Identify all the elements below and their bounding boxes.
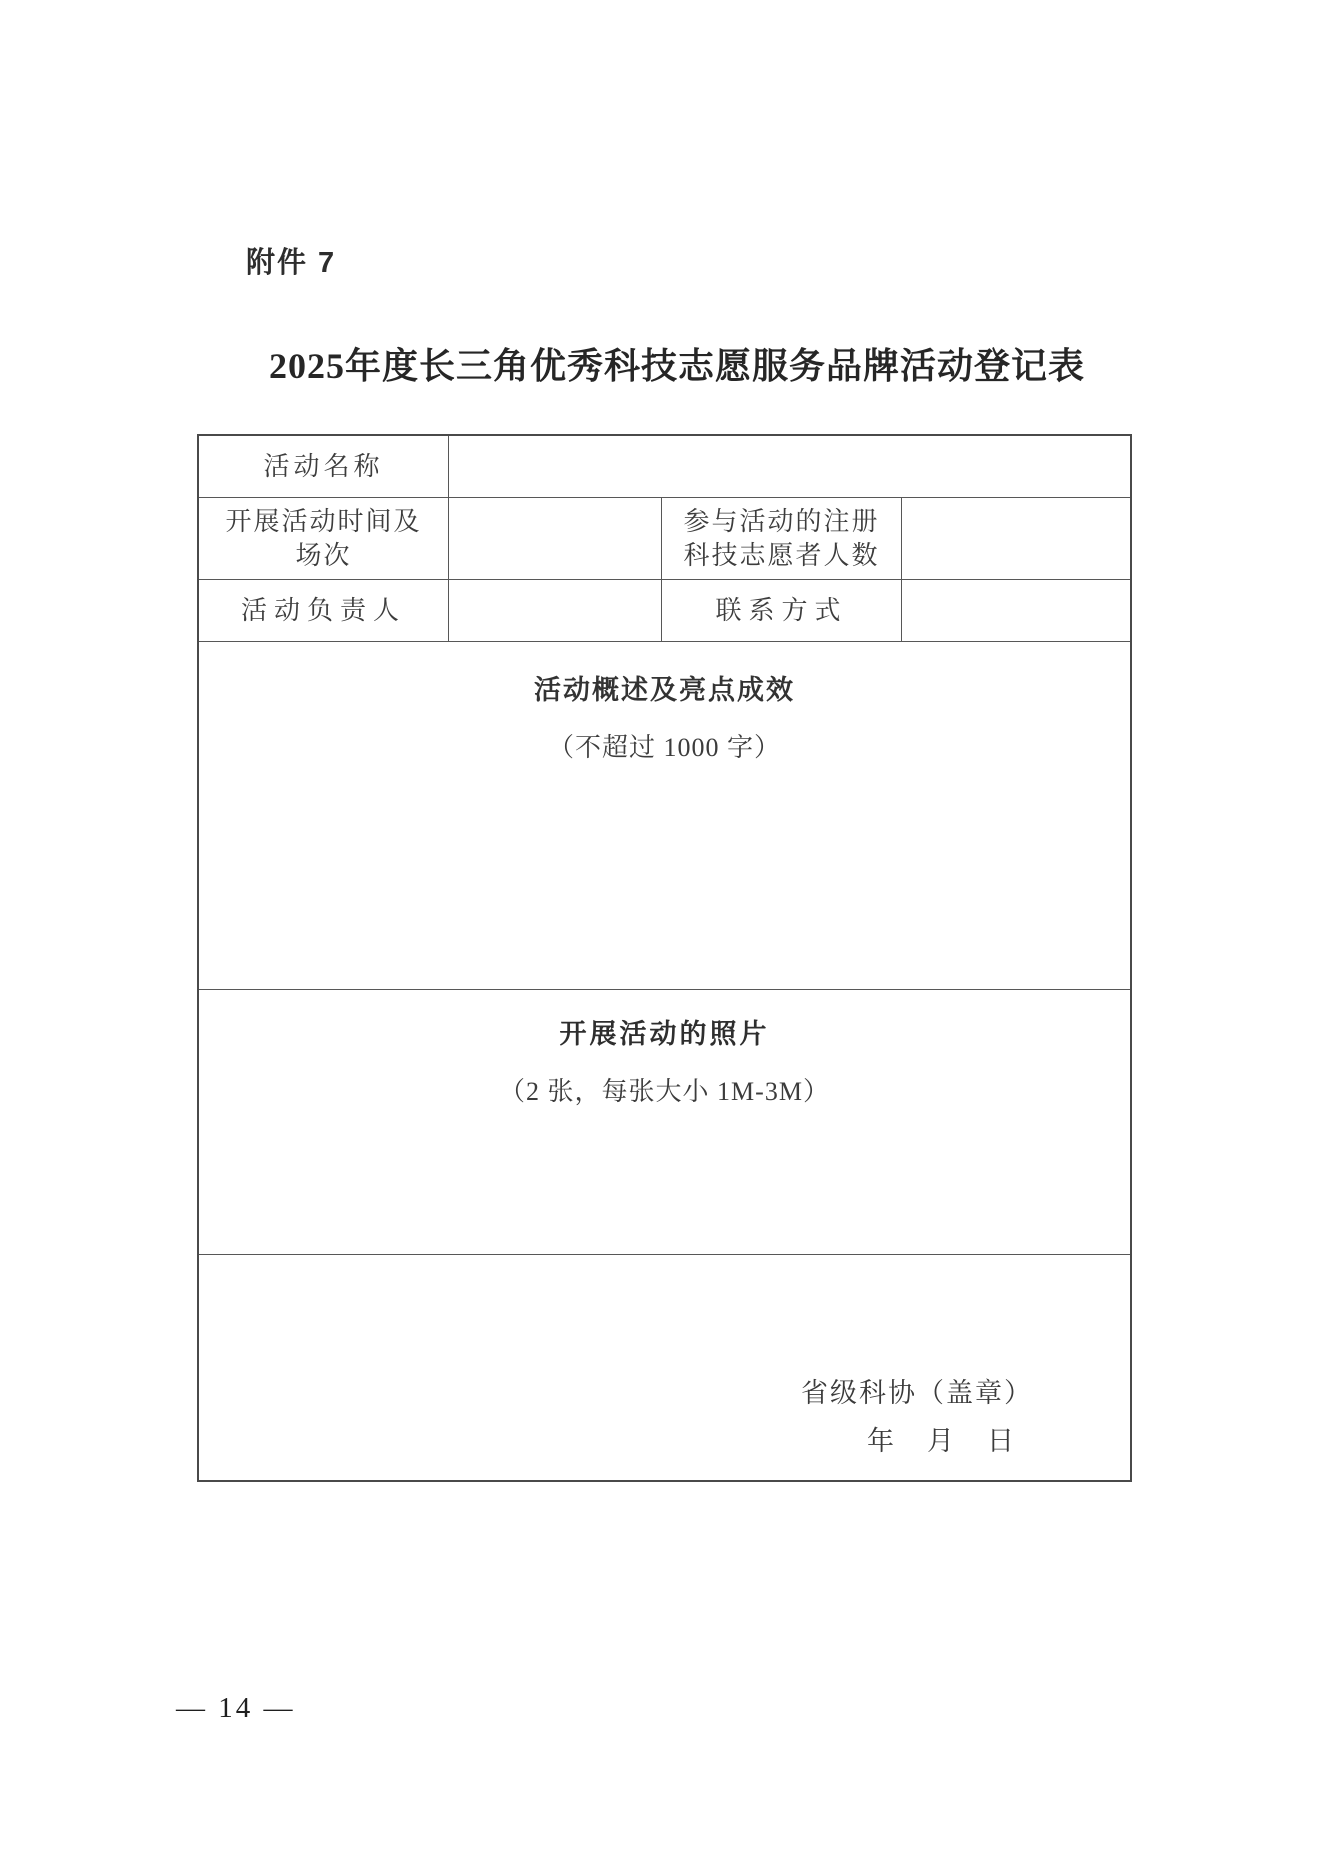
registration-form-table <box>197 434 1132 1482</box>
table-row-signature <box>199 1255 1130 1480</box>
contact-value-cell <box>902 580 1130 641</box>
table-row-photos <box>199 990 1130 1255</box>
overview-heading: 活动概述及亮点成效 <box>534 675 795 705</box>
volunteers-count-label-line2: 科技志愿者人数 <box>683 540 880 570</box>
leader-label: 活动负责人 <box>199 580 449 641</box>
volunteers-count-label <box>662 498 902 579</box>
volunteers-count-label-line1: 参与活动的注册 <box>683 506 880 536</box>
table-row-time-volunteers <box>199 498 1130 580</box>
attachment-label: 附件 7 <box>246 247 337 279</box>
page-number: — 14 — <box>176 1692 296 1724</box>
table-row-overview <box>199 642 1130 990</box>
date-label: 年 月 日 <box>867 1426 1017 1456</box>
time-sessions-label <box>199 498 449 579</box>
activity-name-label: 活动名称 <box>199 436 449 497</box>
time-sessions-label-line1: 开展活动时间及 <box>225 506 422 536</box>
signature-cell <box>199 1255 1130 1480</box>
contact-label: 联系方式 <box>662 580 902 641</box>
table-row-leader-contact <box>199 580 1130 642</box>
leader-value-cell <box>449 580 662 641</box>
photos-heading: 开展活动的照片 <box>559 1019 770 1049</box>
time-sessions-label-line2: 场次 <box>295 540 352 570</box>
provincial-association-seal-label: 省级科协（盖章） <box>801 1378 1033 1408</box>
volunteers-count-value-cell <box>902 498 1130 579</box>
table-row-activity-name <box>199 436 1130 498</box>
time-sessions-value-cell <box>449 498 662 579</box>
photos-size-note: （2 张，每张大小 1M-3M） <box>499 1077 830 1106</box>
activity-name-value-cell <box>449 436 1130 497</box>
photos-section-cell <box>199 990 1130 1254</box>
overview-word-limit-note: （不超过 1000 字） <box>547 733 781 762</box>
page-title: 2025年度长三角优秀科技志愿服务品牌活动登记表 <box>268 346 1085 386</box>
overview-section-cell <box>199 642 1130 989</box>
